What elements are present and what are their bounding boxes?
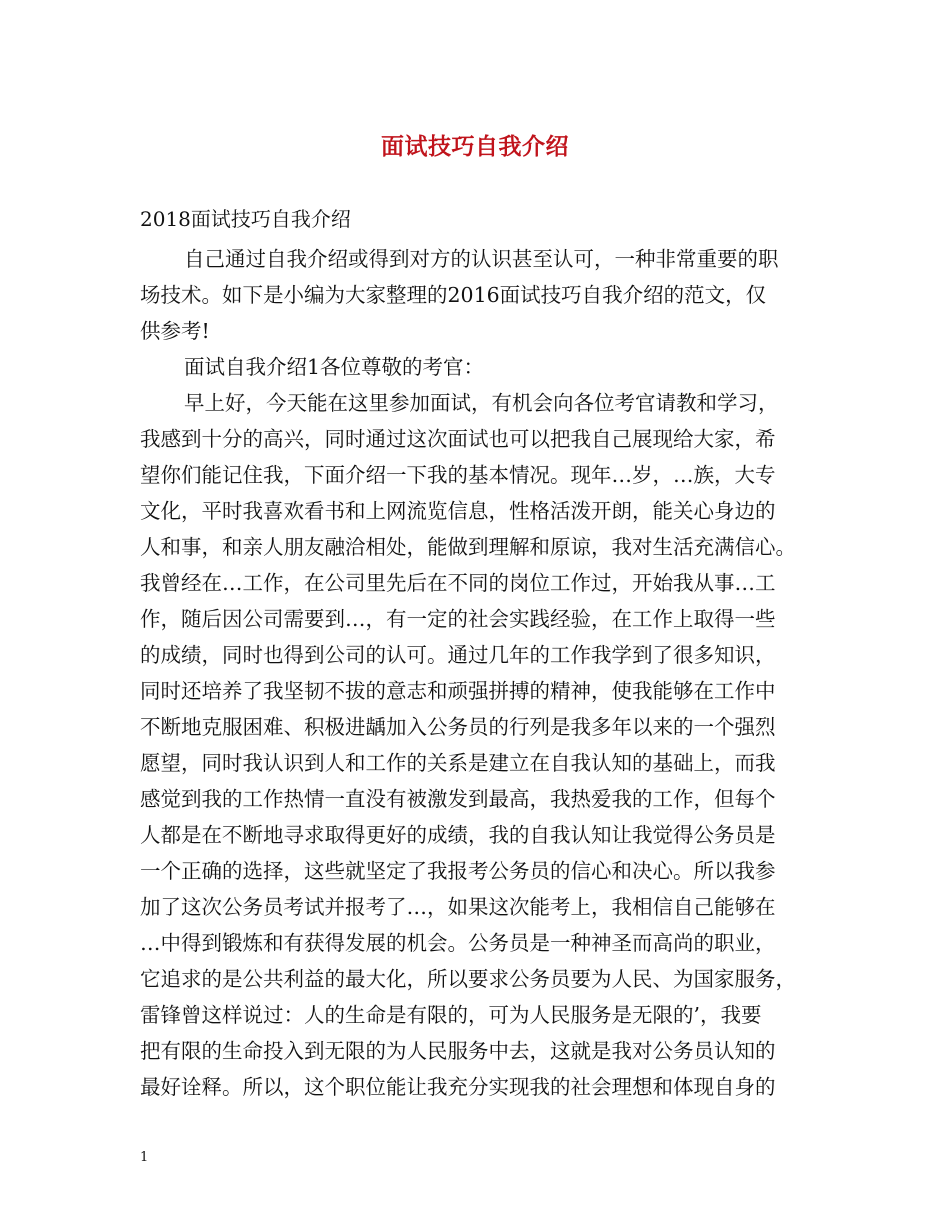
text-line: 愿望，同时我认识到人和工作的关系是建立在自我认知的基础上，而我	[140, 751, 776, 775]
text-line: 把有限的生命投入到无限的为人民服务中去，这就是我对公务员认知的	[140, 1039, 776, 1063]
page-number: 1	[140, 1150, 149, 1165]
text-line: 面试自我介绍1各位尊敬的考官：	[184, 355, 485, 379]
text-line: 自己通过自我介绍或得到对方的认识甚至认可，一种非常重要的职	[184, 247, 779, 271]
text-line: 供参考!	[140, 319, 210, 343]
text-line: 我曾经在…工作，在公司里先后在不同的岗位工作过，开始我从事…工	[140, 571, 776, 595]
text-line: 人都是在不断地寻求取得更好的成绩，我的自我认知让我觉得公务员是	[140, 823, 776, 847]
text-line: 望你们能记住我，下面介绍一下我的基本情况。现年…岁，…族，大专	[140, 463, 776, 487]
text-line: 我感到十分的高兴，同时通过这次面试也可以把我自己展现给大家，希	[140, 427, 776, 451]
text-line: 感觉到我的工作热情一直没有被激发到最高，我热爱我的工作，但每个	[140, 787, 776, 811]
document-subtitle: 2018面试技巧自我介绍	[140, 207, 351, 231]
text-line: 早上好，今天能在这里参加面试，有机会向各位考官请教和学习，	[184, 391, 779, 415]
text-line: 文化，平时我喜欢看书和上网流览信息，性格活泼开朗，能关心身边的	[140, 499, 776, 523]
text-line: 加了这次公务员考试并报考了…，如果这次能考上，我相信自己能够在	[140, 895, 776, 919]
text-line: …中得到锻炼和有获得发展的机会。公务员是一种神圣而高尚的职业，	[140, 931, 776, 955]
text-line: 的成绩，同时也得到公司的认可。通过几年的工作我学到了很多知识，	[140, 643, 776, 667]
text-line: 雷锋曾这样说过：人的生命是有限的，可为人民服务是无限的’，我要	[140, 1003, 762, 1027]
document-title: 面试技巧自我介绍	[381, 133, 569, 160]
text-line: 人和事，和亲人朋友融洽相处，能做到理解和原谅，我对生活充满信心。	[140, 535, 796, 559]
text-line: 同时还培养了我坚韧不拔的意志和顽强拼搏的精神，使我能够在工作中	[140, 679, 776, 703]
text-line: 最好诠释。所以，这个职位能让我充分实现我的社会理想和体现自身的	[140, 1075, 776, 1099]
text-line: 作，随后因公司需要到…，有一定的社会实践经验，在工作上取得一些	[140, 607, 776, 631]
text-line: 它追求的是公共利益的最大化，所以要求公务员要为人民、为国家服务，	[140, 967, 796, 991]
text-line: 场技术。如下是小编为大家整理的2016面试技巧自我介绍的范文，仅	[140, 283, 767, 307]
document-body	[140, 241, 812, 1105]
text-line: 不断地克服困难、积极进龋加入公务员的行列是我多年以来的一个强烈	[140, 715, 776, 739]
text-line: 一个正确的选择，这些就坚定了我报考公务员的信心和决心。所以我参	[140, 859, 776, 883]
